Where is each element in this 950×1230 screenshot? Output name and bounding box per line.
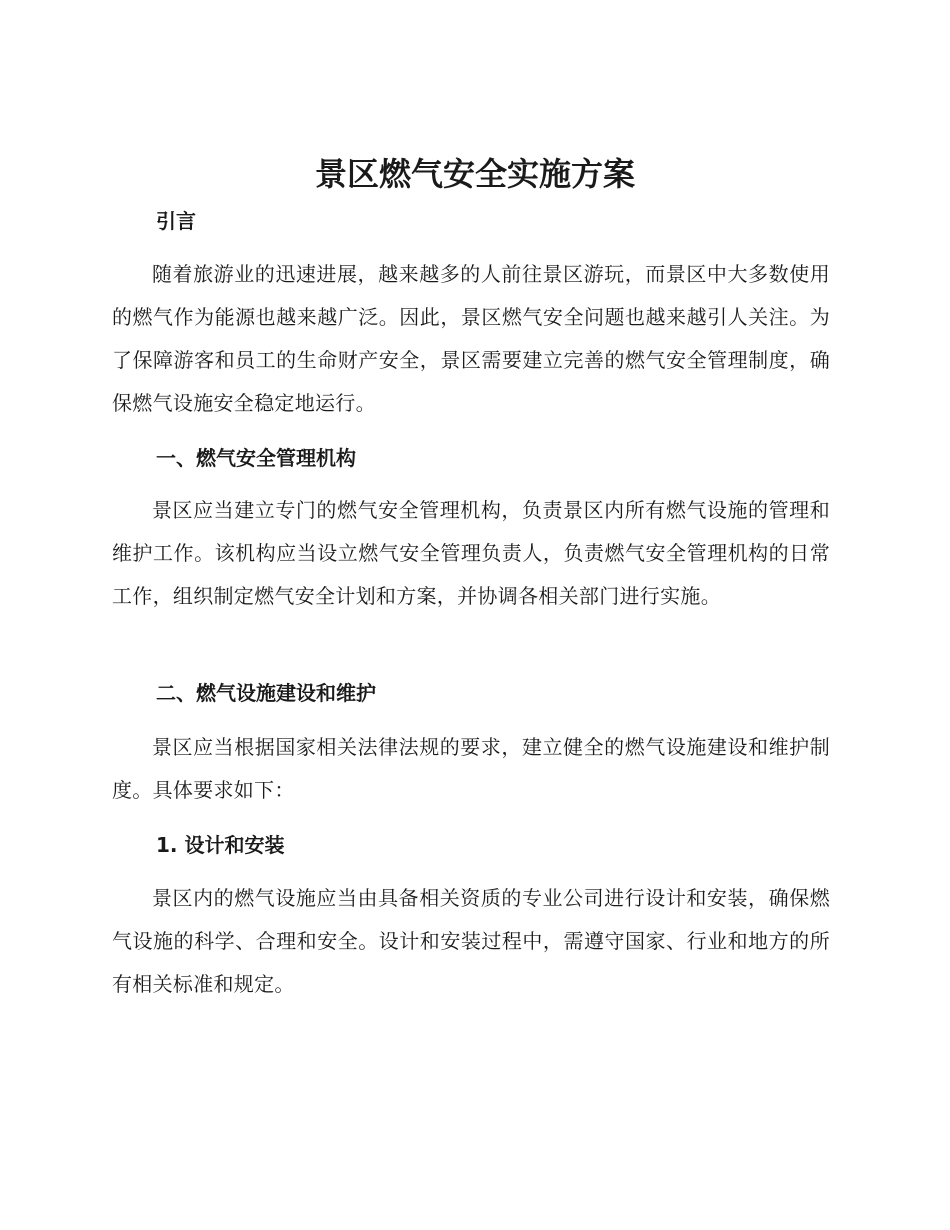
- section-paragraph-facility-construction: 景区应当根据国家相关法律法规的要求，建立健全的燃气设施建设和维护制度。具体要求如下：: [112, 735, 830, 802]
- section-heading-introduction: 引言: [156, 209, 196, 233]
- section-heading-gas-safety-organization: 一、燃气安全管理机构: [156, 446, 356, 470]
- subsection-heading-design-installation: 1. 设计和安装: [156, 833, 285, 857]
- section-paragraph-introduction: 随着旅游业的迅速进展，越来越多的人前往景区游玩，而景区中大多数使用的燃气作为能源也越来越广泛。因此，景区燃气安全问题也越来越引人关注。为了保障游客和员工的生命财产安全，景区需要建立完善的燃气安全管理制度，确保燃气设施安全稳定地运行。: [112, 262, 830, 415]
- section-paragraph-gas-safety-organization: 景区应当建立专门的燃气安全管理机构，负责景区内所有燃气设施的管理和维护工作。该机构应当设立燃气安全管理负责人，负责燃气安全管理机构的日常工作，组织制定燃气安全计划和方案，并协调各相关部门进行实施。: [112, 498, 830, 608]
- section-heading-facility-construction: 二、燃气设施建设和维护: [156, 681, 376, 705]
- subsection-paragraph-design-installation: 景区内的燃气设施应当由具备相关资质的专业公司进行设计和安装，确保燃气设施的科学、合理和安全。设计和安装过程中，需遵守国家、行业和地方的所有相关标准和规定。: [112, 886, 830, 996]
- document-title: 景区燃气安全实施方案: [314, 155, 635, 193]
